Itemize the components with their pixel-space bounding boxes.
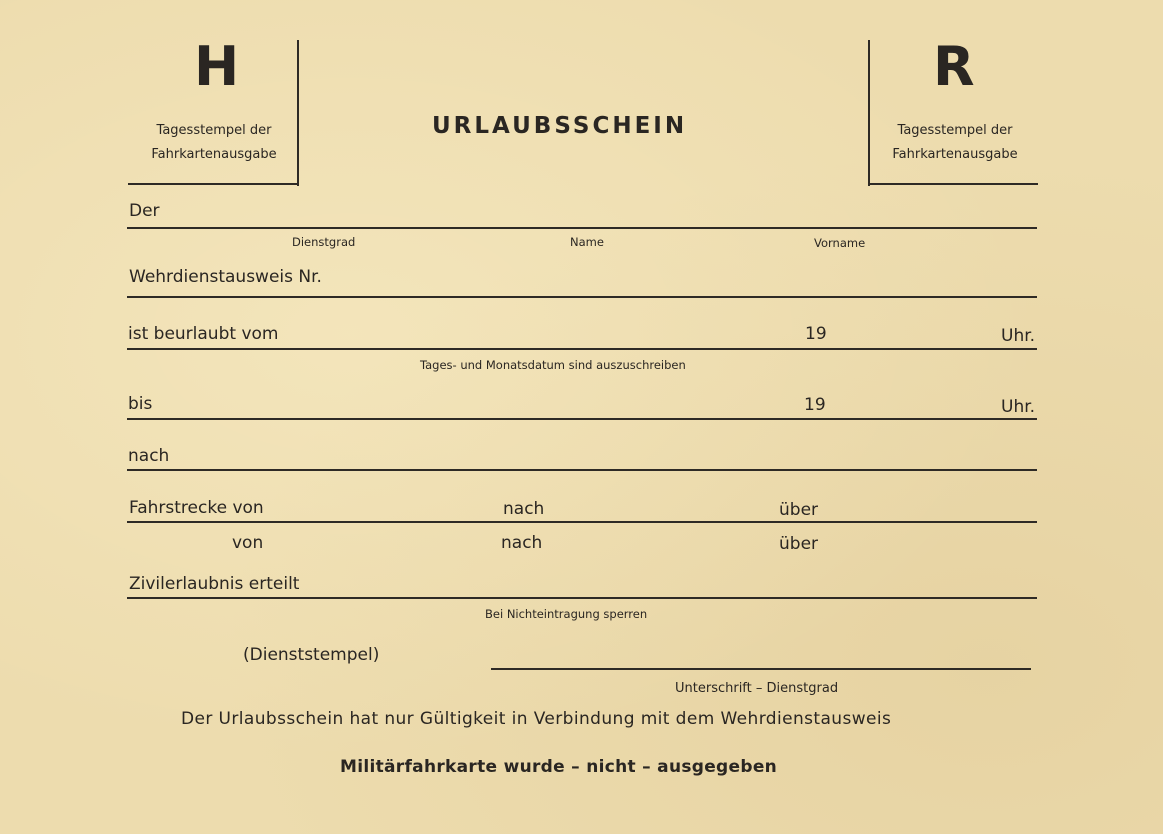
hint-sperren: Bei Nichteintragung sperren (485, 607, 648, 621)
letter-h: H (194, 35, 240, 98)
label-nach: nach (128, 446, 170, 466)
stamp-left-line2: Fahrkartenausgabe (151, 147, 277, 162)
line-nach[interactable] (127, 469, 1037, 471)
uhr-2: Uhr. (1001, 397, 1036, 417)
line-wehrdienstausweis[interactable] (127, 296, 1037, 298)
stamp-right-border-left (868, 40, 870, 186)
label-name: Name (570, 235, 604, 249)
line-zivilerlaubnis[interactable] (127, 597, 1037, 599)
label-zivilerlaubnis: Zivilerlaubnis erteilt (129, 574, 300, 594)
year-2: 19 (804, 395, 826, 415)
label-dienststempel: (Dienststempel) (243, 645, 380, 665)
label-ueber-2: über (779, 534, 819, 554)
hint-datum: Tages- und Monatsdatum sind auszuschreiben (420, 358, 686, 372)
label-unterschrift: Unterschrift – Dienstgrad (675, 681, 839, 696)
label-dienstgrad: Dienstgrad (292, 235, 356, 249)
line-der[interactable] (127, 227, 1037, 229)
label-der: Der (129, 201, 160, 221)
label-nach-1: nach (503, 499, 545, 519)
year-1: 19 (805, 324, 827, 344)
label-ueber-1: über (779, 500, 819, 520)
label-fahrstrecke-von: Fahrstrecke von (129, 498, 264, 518)
line-bis[interactable] (127, 418, 1037, 420)
label-von-2: von (232, 533, 264, 553)
stamp-right-border-bottom (868, 183, 1038, 185)
footer-fahrkarte: Militärfahrkarte wurde – nicht – ausgegeben (340, 757, 778, 777)
letter-r: R (933, 35, 975, 98)
line-fahrstrecke[interactable] (127, 521, 1037, 523)
stamp-right-line2: Fahrkartenausgabe (892, 147, 1018, 162)
label-vorname: Vorname (814, 236, 866, 250)
label-bis: bis (128, 394, 153, 414)
stamp-left-border-right (297, 40, 299, 186)
label-beurlaubt: ist beurlaubt vom (128, 324, 279, 344)
footer-validity: Der Urlaubsschein hat nur Gültigkeit in Verbindung mit dem Wehrdienstausweis (181, 709, 892, 729)
line-beurlaubt[interactable] (127, 348, 1037, 350)
stamp-left-border-bottom (128, 183, 299, 185)
stamp-right-line1: Tagesstempel der (897, 123, 1013, 138)
label-wehrdienstausweis: Wehrdienstausweis Nr. (129, 267, 322, 287)
label-nach-2: nach (501, 533, 543, 553)
stamp-left-line1: Tagesstempel der (156, 123, 272, 138)
uhr-1: Uhr. (1001, 326, 1036, 346)
line-unterschrift[interactable] (491, 668, 1031, 670)
form-title: URLAUBSSCHEIN (432, 113, 688, 139)
